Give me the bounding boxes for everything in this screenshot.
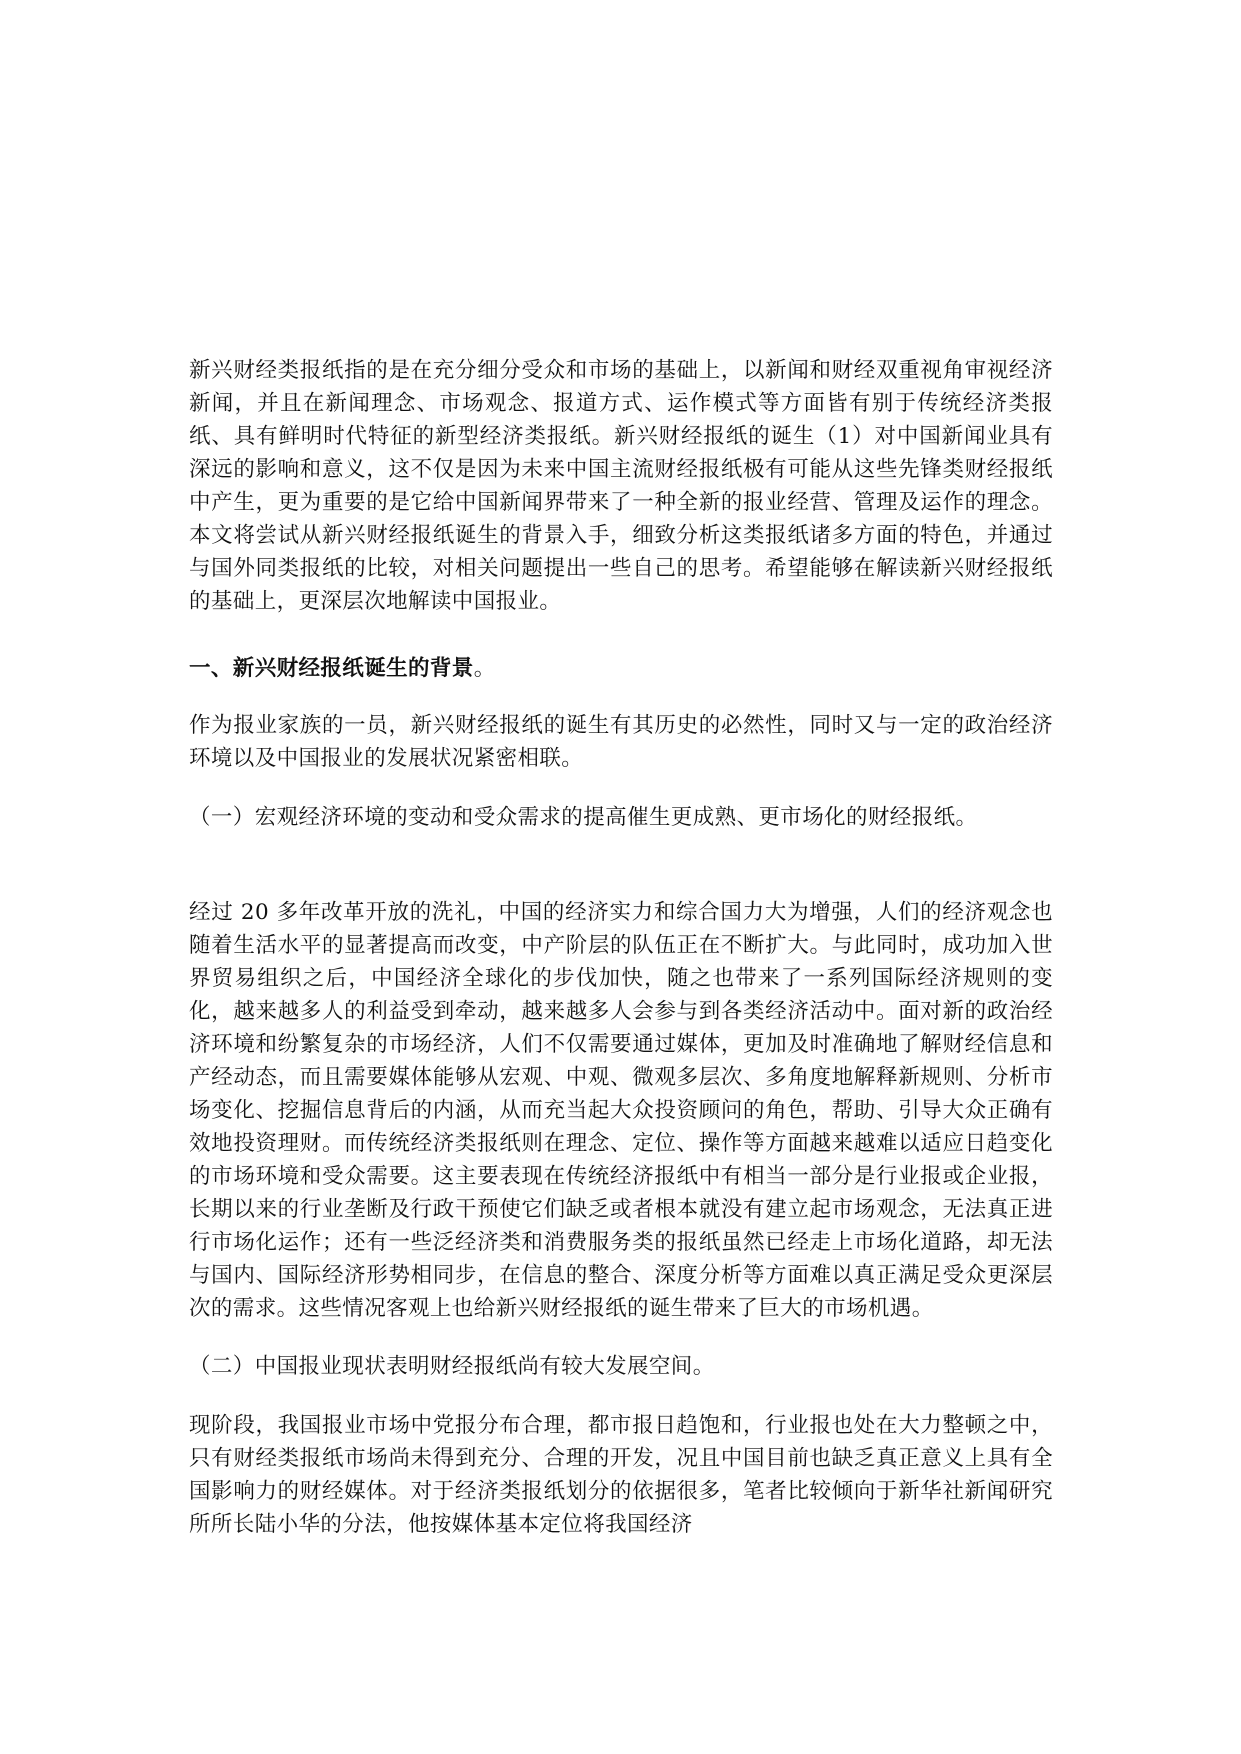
- subsection-title-1: （一）宏观经济环境的变动和受众需求的提高催生更成熟、更市场化的财经报纸。: [189, 805, 978, 830]
- subsection-paragraph-2: 现阶段，我国报业市场中党报分布合理，都市报日趋饱和，行业报也处在大力整顿之中，只有财经类报纸市场尚未得到充分、合理的开发，况且中国目前也缺乏真正意义上具有全国影响力的财经媒体。对于经济类报纸划分的依据很多，笔者比较倾向于新华社新闻研究所所长陆小华的分法，他按媒体基本定位将我国经济: [189, 1413, 1053, 1537]
- document-body: [189, 354, 1053, 1541]
- intro-paragraph: 新兴财经类报纸指的是在充分细分受众和市场的基础上，以新闻和财经双重视角审视经济新闻，并且在新闻理念、市场观念、报道方式、运作模式等方面皆有别于传统经济类报纸、具有鲜明时代特征的新型经济类报纸。新兴财经报纸的诞生（1）对中国新闻业具有深远的影响和意义，这不仅是因为未来中国主流财经报纸极有可能从这些先锋类财经报纸中产生，更为重要的是它给中国新闻界带来了一种全新的报业经营、管理及运作的理念。本文将尝试从新兴财经报纸诞生的背景入手，细致分析这类报纸诸多方面的特色，并通过与国外同类报纸的比较，对相关问题提出一些自己的思考。希望能够在解读新兴财经报纸的基础上，更深层次地解读中国报业。: [189, 358, 1053, 614]
- subsection-title-2: （二）中国报业现状表明财经报纸尚有较大发展空间。: [189, 1354, 715, 1379]
- section-heading-text: 一、新兴财经报纸诞生的背景: [189, 656, 474, 681]
- section-heading: [189, 652, 1053, 685]
- subsection-paragraph-1: 经过 20 多年改革开放的洗礼，中国的经济实力和综合国力大为增强，人们的经济观念也随着生活水平的显著提高而改变，中产阶层的队伍正在不断扩大。与此同时，成功加入世界贸易组织之后，中国经济全球化的步伐加快，随之也带来了一系列国际经济规则的变化，越来越多人的利益受到牵动，越来越多人会参与到各类经济活动中。面对新的政治经济环境和纷繁复杂的市场经济，人们不仅需要通过媒体，更加及时准确地了解财经信息和产经动态，而且需要媒体能够从宏观、中观、微观多层次、多角度地解释新规则、分析市场变化、挖掘信息背后的内涵，从而充当起大众投资顾问的角色，帮助、引导大众正确有效地投资理财。而传统经济类报纸则在理念、定位、操作等方面越来越难以适应日趋变化的市场环境和受众需要。这主要表现在传统经济报纸中有相当一部分是行业报或企业报，长期以来的行业垄断及行政干预使它们缺乏或者根本就没有建立起市场观念，无法真正进行市场化运作；还有一些泛经济类和消费服务类的报纸虽然已经走上市场化道路，却无法与国内、国际经济形势相同步，在信息的整合、深度分析等方面难以真正满足受众更深层次的需求。这些情况客观上也给新兴财经报纸的诞生带来了巨大的市场机遇。: [189, 900, 1053, 1321]
- section-heading-tail: 。: [473, 656, 496, 681]
- section-paragraph: 作为报业家族的一员，新兴财经报纸的诞生有其历史的必然性，同时又与一定的政治经济环境以及中国报业的发展状况紧密相联。: [189, 713, 1053, 771]
